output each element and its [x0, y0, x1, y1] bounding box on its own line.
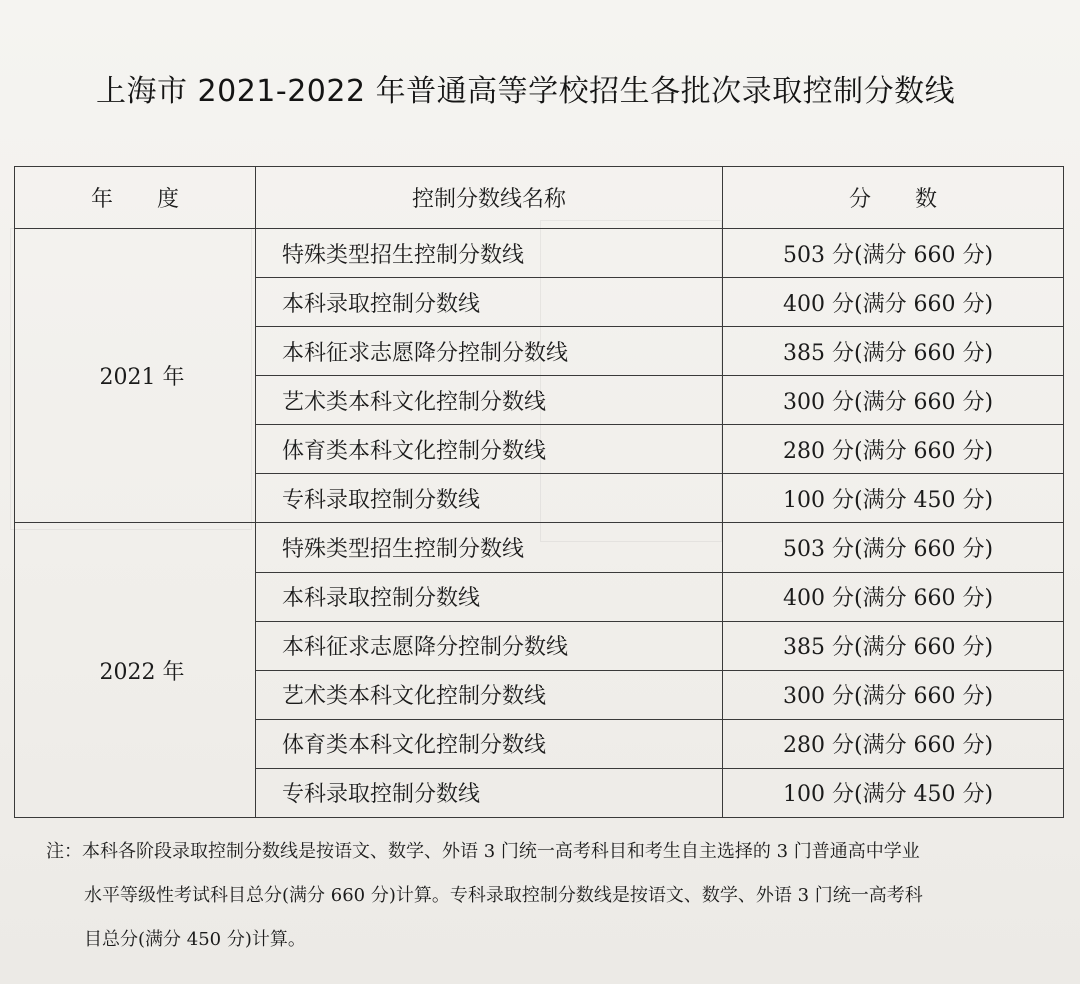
score-cell: 400 分(满分 660 分) [723, 572, 1064, 621]
year-cell-2021: 2021 年 [15, 229, 256, 523]
page-title: 上海市 2021-2022 年普通高等学校招生各批次录取控制分数线 [96, 74, 956, 109]
line-name-cell: 特殊类型招生控制分数线 [256, 523, 723, 572]
header-name: 控制分数线名称 [256, 167, 723, 229]
table-header-row [15, 167, 1064, 229]
score-cell: 280 分(满分 660 分) [723, 425, 1064, 474]
score-cell: 300 分(满分 660 分) [723, 670, 1064, 719]
footnote-line: 目总分(满分 450 分)计算。 [84, 929, 306, 950]
score-cell: 100 分(满分 450 分) [723, 474, 1064, 523]
footnote-line: 水平等级性考试科目总分(满分 660 分)计算。专科录取控制分数线是按语文、数学、外语 3 门统一高考科 [84, 885, 923, 906]
line-name-cell: 本科征求志愿降分控制分数线 [256, 327, 723, 376]
line-name-cell: 艺术类本科文化控制分数线 [256, 376, 723, 425]
footnote-line: 注：本科各阶段录取控制分数线是按语文、数学、外语 3 门统一高考科目和考生自主选择的 3 门普通高中学业 [46, 841, 920, 862]
score-table [14, 166, 1064, 818]
score-cell: 385 分(满分 660 分) [723, 621, 1064, 670]
score-cell: 280 分(满分 660 分) [723, 719, 1064, 768]
line-name-cell: 艺术类本科文化控制分数线 [256, 670, 723, 719]
score-cell: 400 分(满分 660 分) [723, 278, 1064, 327]
footnote [46, 830, 1066, 962]
line-name-cell: 专科录取控制分数线 [256, 474, 723, 523]
line-name-cell: 体育类本科文化控制分数线 [256, 425, 723, 474]
line-name-cell: 专科录取控制分数线 [256, 768, 723, 817]
score-cell: 300 分(满分 660 分) [723, 376, 1064, 425]
line-name-cell: 本科录取控制分数线 [256, 572, 723, 621]
table-row [15, 229, 1064, 278]
score-cell: 385 分(满分 660 分) [723, 327, 1064, 376]
header-score: 分 数 [723, 167, 1064, 229]
score-cell: 503 分(满分 660 分) [723, 523, 1064, 572]
score-cell: 503 分(满分 660 分) [723, 229, 1064, 278]
line-name-cell: 体育类本科文化控制分数线 [256, 719, 723, 768]
line-name-cell: 本科录取控制分数线 [256, 278, 723, 327]
line-name-cell: 本科征求志愿降分控制分数线 [256, 621, 723, 670]
year-cell-2022: 2022 年 [15, 523, 256, 818]
score-cell: 100 分(满分 450 分) [723, 768, 1064, 817]
header-year: 年 度 [15, 167, 256, 229]
line-name-cell: 特殊类型招生控制分数线 [256, 229, 723, 278]
table-row [15, 523, 1064, 572]
